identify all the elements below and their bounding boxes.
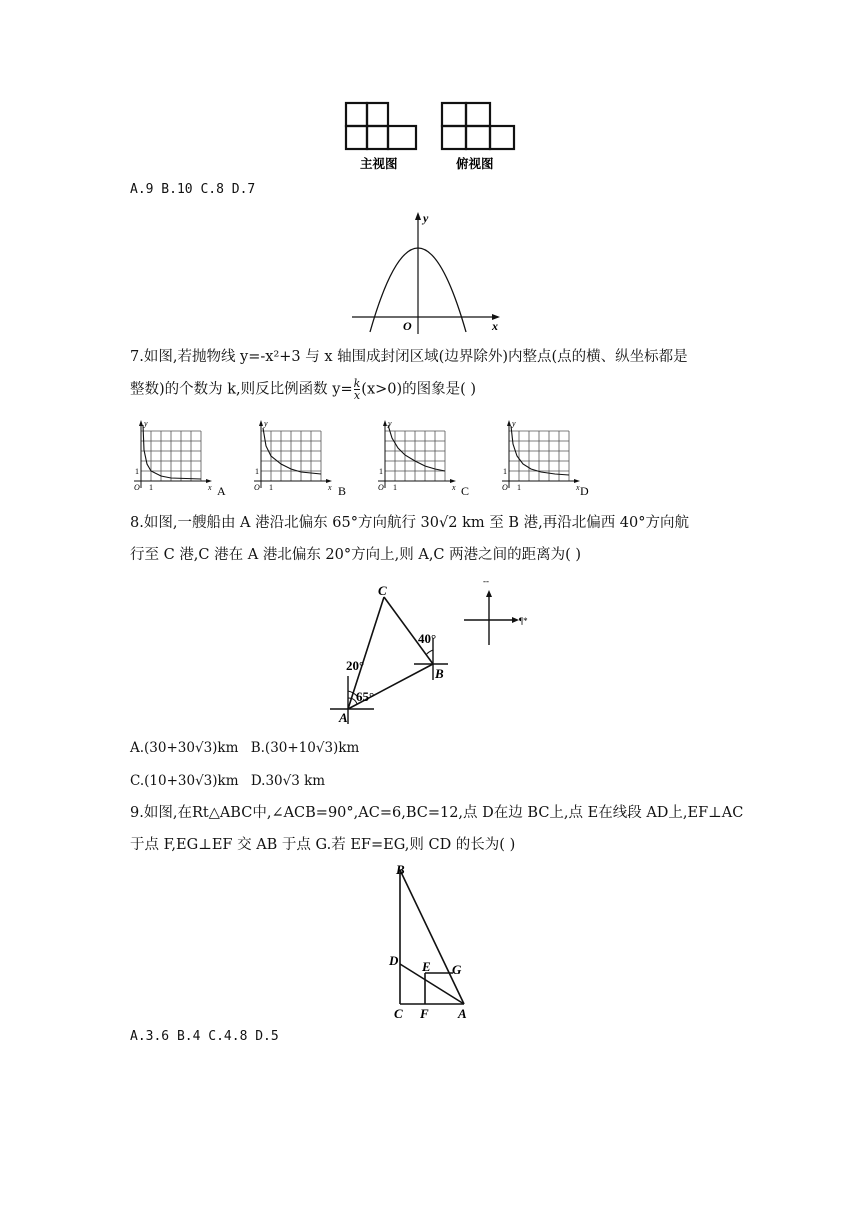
q8-option-a: A.(30+30√3)km <box>130 740 239 756</box>
q7-option-graphs <box>130 416 730 500</box>
q7-fraction-den: x <box>353 389 361 402</box>
q7-graph-a-o: O <box>134 483 140 492</box>
q7-graph-a-one-x: 1 <box>149 483 153 492</box>
top-view-label: 俯视图 <box>456 157 494 171</box>
q8-angle-40: 40° <box>418 631 437 646</box>
q9-point-f: F <box>420 1006 429 1021</box>
q7-graph-c-x: x <box>452 483 456 492</box>
parabola-x-label: x <box>492 319 498 333</box>
q8-options-row1 <box>130 738 359 758</box>
q7-graph-c-one-x: 1 <box>393 483 397 492</box>
q7-line2 <box>130 378 476 401</box>
q7-graph-b-one-y: 1 <box>255 467 259 476</box>
q8-option-d: D.30√3 km <box>250 773 326 789</box>
q7-graph-b-x: x <box>328 483 332 492</box>
front-view-label: 主视图 <box>360 157 398 171</box>
compass-right-mark: ¶* <box>519 616 528 626</box>
three-views-figure <box>340 96 520 174</box>
q7-graph-d-x: x <box>576 483 580 492</box>
q7-graph-d-o: O <box>502 483 508 492</box>
q9-line2: 于点 F,EG⊥EF 交 AB 于点 G.若 EF=EG,则 CD 的长为( ) <box>130 837 516 853</box>
q7-graph-c-letter: C <box>461 484 470 498</box>
q7-graph-c-one-y: 1 <box>379 467 383 476</box>
front-view <box>346 103 416 149</box>
q7-line2-tail: (x>0)的图象是( ) <box>361 381 477 398</box>
q9-point-c: C <box>394 1006 403 1021</box>
q7-graph-d-letter: D <box>580 484 589 498</box>
q8-option-c: C.(10+30√3)km <box>130 773 239 789</box>
q9-point-d: D <box>389 953 399 968</box>
q7-graph-c-y: y <box>388 419 392 428</box>
q8-point-b: B <box>435 666 444 681</box>
q7-fraction <box>354 378 361 401</box>
q9-line1: 9.如图,在Rt△ABC中,∠ACB=90°,AC=6,BC=12,点 D在边 BC上,点 E在线段 AD上,EF⊥AC <box>130 805 744 821</box>
q9-triangle-figure <box>384 860 484 1022</box>
q7-graph-d-one-y: 1 <box>503 467 507 476</box>
q9-options: A.3.6 B.4 C.4.8 D.5 <box>130 1029 279 1044</box>
q7-graph-b-y: y <box>264 419 268 428</box>
q7-graph-c-o: O <box>378 483 384 492</box>
q7-graph-b <box>250 416 360 500</box>
q8-option-b: B.(30+10√3)km <box>250 740 360 756</box>
q8-point-c: C <box>378 583 387 598</box>
q8-line2: 行至 C 港,C 港在 A 港北偏东 20°方向上,则 A,C 两港之间的距离为( ) <box>130 547 582 563</box>
q7-graph-b-o: O <box>254 483 260 492</box>
q7-graph-c <box>374 416 484 500</box>
q8-line1: 8.如图,一艘船由 A 港沿北偏东 65°方向航行 30√2 km 至 B 港,再沿北偏西 40°方向航 <box>130 515 690 531</box>
parabola-figure <box>350 208 510 336</box>
parabola-origin-label: O <box>403 319 412 333</box>
q8-navigation-figure <box>326 576 546 726</box>
q7-graph-d-y: y <box>512 419 516 428</box>
q8-angle-65: 65° <box>356 689 375 704</box>
q7-graph-d <box>498 416 608 500</box>
q8-angle-20: 20° <box>346 658 365 673</box>
q9-point-a: A <box>458 1006 467 1021</box>
q7-graph-a <box>130 416 240 500</box>
q7-graph-b-one-x: 1 <box>269 483 273 492</box>
q7-graph-a-one-y: 1 <box>135 467 139 476</box>
q7-graph-a-x: x <box>208 483 212 492</box>
q8-point-a: A <box>339 710 348 725</box>
q6-options: A.9 B.10 C.8 D.7 <box>130 182 256 197</box>
q9-point-b: B <box>396 862 405 877</box>
parabola-y-label: y <box>423 211 429 225</box>
compass-top-mark: -- <box>483 576 489 586</box>
q7-graph-a-y: y <box>144 419 148 428</box>
q7-line1: 7.如图,若抛物线 y=-x²+3 与 x 轴围成封闭区域(边界除外)内整点(点的横、纵坐标都是 <box>130 349 688 365</box>
q8-options-row2 <box>130 771 325 791</box>
q7-graph-d-one-x: 1 <box>517 483 521 492</box>
q7-fraction-num: k <box>353 377 361 390</box>
q7-line2-text: 整数)的个数为 k,则反比例函数 y= <box>130 381 353 398</box>
q7-graph-b-letter: B <box>338 484 347 498</box>
q9-point-e: E <box>422 959 431 974</box>
q9-point-g: G <box>452 962 462 977</box>
top-view <box>442 103 514 149</box>
q7-graph-a-letter: A <box>217 484 226 498</box>
